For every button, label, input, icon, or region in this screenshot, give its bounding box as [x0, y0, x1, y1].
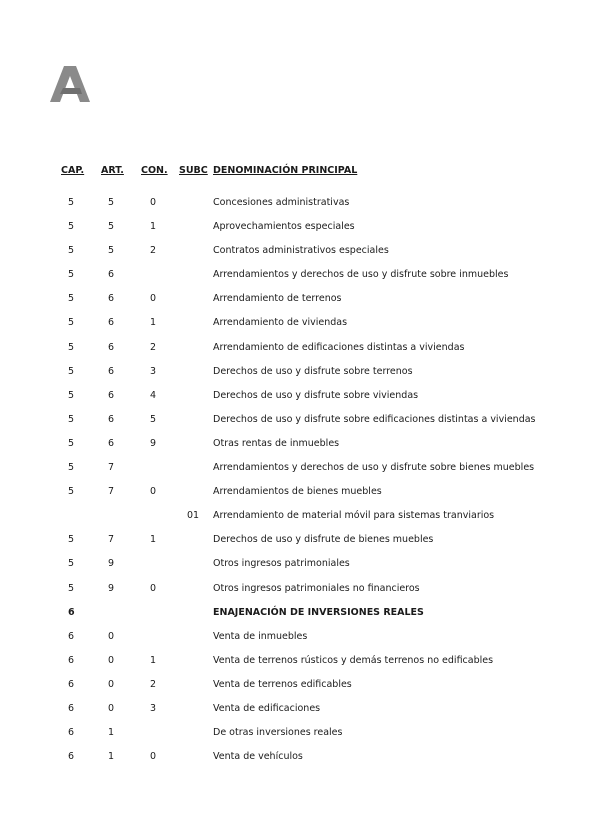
cell-denominacion: Derechos de uso y disfrute sobre edificaciones distintas a viviendas [213, 413, 536, 425]
table-row [0, 677, 600, 701]
cell-cap: 5 [68, 341, 75, 353]
cell-cap: 5 [68, 437, 75, 449]
header-art: ART. [101, 165, 124, 176]
cell-con: 0 [150, 751, 157, 763]
cell-cap: 5 [68, 365, 75, 377]
table-row [0, 388, 600, 412]
cell-art: 6 [108, 437, 115, 449]
cell-denominacion: Arrendamiento de viviendas [213, 317, 348, 329]
cell-cap: 6 [68, 751, 75, 763]
cell-denominacion: Otras rentas de inmuebles [213, 437, 340, 449]
cell-art: 0 [108, 654, 115, 666]
cell-denominacion: Arrendamiento de material móvil para sistemas tranviarios [213, 510, 495, 522]
cell-art: 6 [108, 413, 115, 425]
cell-art: 9 [108, 558, 115, 570]
cell-art: 9 [108, 582, 115, 594]
cell-denominacion: De otras inversiones reales [213, 727, 343, 739]
cell-art: 7 [108, 486, 115, 498]
cell-denominacion: Concesiones administrativas [213, 197, 350, 208]
cell-cap: 6 [68, 702, 75, 714]
table-body [0, 195, 600, 773]
header-con: CON. [141, 165, 168, 176]
cell-art: 5 [108, 221, 115, 233]
cell-con: 0 [150, 582, 157, 594]
cell-art: 0 [108, 630, 115, 642]
cell-con: 3 [150, 365, 157, 377]
cell-cap: 6 [68, 678, 75, 690]
cell-denominacion: Contratos administrativos especiales [213, 245, 389, 257]
cell-cap: 6 [68, 654, 75, 666]
cell-cap: 5 [68, 558, 75, 570]
cell-cap: 5 [68, 486, 75, 498]
table-row [0, 315, 600, 339]
cell-art: 7 [108, 462, 115, 474]
cell-con: 2 [150, 678, 157, 690]
cell-cap: 5 [68, 389, 75, 401]
cell-con: 1 [150, 654, 157, 666]
cell-art: 6 [108, 389, 115, 401]
cell-con: 1 [150, 317, 157, 329]
table-row [0, 556, 600, 580]
table-row [0, 629, 600, 653]
cell-denominacion: Arrendamiento de edificaciones distintas a viviendas [213, 341, 465, 353]
table-row [0, 508, 600, 532]
header-subc: SUBC [179, 165, 208, 176]
cell-denominacion: Arrendamientos y derechos de uso y disfrute sobre bienes muebles [213, 462, 535, 474]
a-letter-logo-icon [50, 66, 90, 102]
table-row [0, 436, 600, 460]
cell-con: 5 [150, 413, 157, 425]
header-cap: CAP. [61, 165, 85, 176]
cell-con: 0 [150, 293, 157, 305]
cell-denominacion: Arrendamientos de bienes muebles [213, 486, 382, 498]
cell-art: 0 [108, 702, 115, 714]
cell-denominacion: ENAJENACIÓN DE INVERSIONES REALES [213, 606, 424, 618]
cell-denominacion: Venta de edificaciones [213, 702, 321, 714]
cell-con: 4 [150, 389, 157, 401]
cell-art: 0 [108, 678, 115, 690]
cell-cap: 5 [68, 317, 75, 329]
cell-art: 6 [108, 269, 115, 281]
table-row [0, 581, 600, 605]
cell-denominacion: Venta de vehículos [213, 751, 303, 763]
cell-cap: 5 [68, 413, 75, 425]
cell-cap: 6 [68, 606, 75, 618]
cell-con: 9 [150, 437, 157, 449]
cell-art: 6 [108, 341, 115, 353]
cell-denominacion: Arrendamiento de terrenos [213, 293, 342, 305]
cell-con: 2 [150, 341, 157, 353]
cell-denominacion: Venta de inmuebles [213, 630, 308, 642]
table-row [0, 219, 600, 243]
cell-denominacion: Aprovechamientos especiales [213, 221, 355, 233]
cell-cap: 5 [68, 293, 75, 305]
cell-art: 6 [108, 365, 115, 377]
table-row [0, 460, 600, 484]
cell-denominacion: Venta de terrenos rústicos y demás terrenos no edificables [213, 654, 494, 666]
cell-art: 5 [108, 245, 115, 257]
cell-denominacion: Derechos de uso y disfrute sobre terrenos [213, 365, 413, 377]
table-row [0, 364, 600, 388]
cell-denominacion: Derechos de uso y disfrute de bienes muebles [213, 534, 434, 546]
cell-cap: 5 [68, 221, 75, 233]
cell-denominacion: Arrendamientos y derechos de uso y disfrute sobre inmuebles [213, 269, 509, 281]
cell-con: 0 [150, 197, 157, 208]
table-row [0, 749, 600, 773]
cell-art: 6 [108, 317, 115, 329]
cell-art: 1 [108, 751, 115, 763]
table-row [0, 484, 600, 508]
cell-cap: 6 [68, 630, 75, 642]
cell-denominacion: Derechos de uso y disfrute sobre viviendas [213, 389, 419, 401]
table-row [0, 267, 600, 291]
cell-art: 1 [108, 727, 115, 739]
cell-cap: 5 [68, 197, 75, 208]
table-row [0, 291, 600, 315]
cell-art: 6 [108, 293, 115, 305]
cell-cap: 5 [68, 582, 75, 594]
cell-con: 2 [150, 245, 157, 257]
cell-denominacion: Venta de terrenos edificables [213, 678, 352, 690]
table-row [0, 340, 600, 364]
cell-art: 5 [108, 197, 115, 208]
cell-denominacion: Otros ingresos patrimoniales [213, 558, 350, 570]
table-row [0, 725, 600, 749]
cell-cap: 5 [68, 462, 75, 474]
cell-con: 1 [150, 221, 157, 233]
table-row [0, 243, 600, 267]
table-row [0, 605, 600, 629]
table-row [0, 532, 600, 556]
cell-con: 3 [150, 702, 157, 714]
cell-art: 7 [108, 534, 115, 546]
table-row [0, 701, 600, 725]
table-row [0, 653, 600, 677]
cell-subc: 01 [187, 510, 200, 522]
cell-con: 1 [150, 534, 157, 546]
cell-con: 0 [150, 486, 157, 498]
table-row [0, 195, 600, 219]
table-header [0, 165, 600, 179]
cell-cap: 5 [68, 245, 75, 257]
table-row [0, 412, 600, 436]
cell-cap: 6 [68, 727, 75, 739]
cell-cap: 5 [68, 269, 75, 281]
cell-denominacion: Otros ingresos patrimoniales no financieros [213, 582, 420, 594]
header-denominacion: DENOMINACIÓN PRINCIPAL [213, 165, 358, 176]
cell-cap: 5 [68, 534, 75, 546]
